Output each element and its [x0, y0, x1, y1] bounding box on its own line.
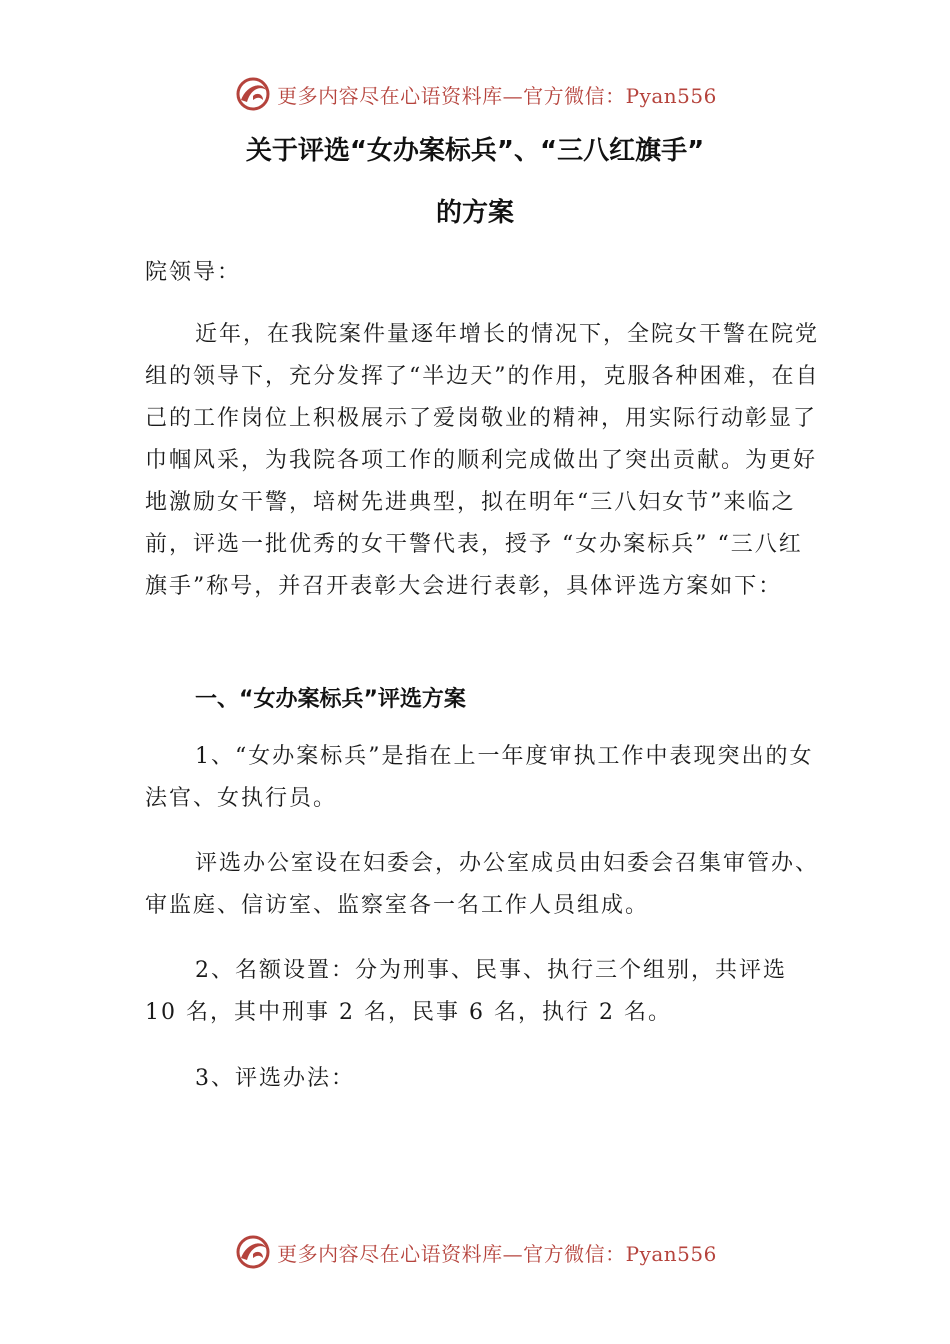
header-banner — [0, 74, 950, 114]
footer-banner — [0, 1232, 950, 1272]
office-paragraph: 评选办公室设在妇委会，办公室成员由妇委会召集审管办、审监庭、信访室、监察室各一名工作人员组成。 — [145, 851, 820, 918]
item-2-paragraph: 2、名额设置：分为刑事、民事、执行三个组别，共评选 10 名，其中刑事 2 名，民事 6 名，执行 2 名。 — [145, 958, 787, 1025]
section-heading: 一、“女办案标兵”评选方案 — [195, 687, 466, 712]
item-1-paragraph: 1、“女办案标兵”是指在上一年度审执工作中表现突出的女法官、女执行员。 — [145, 744, 814, 811]
banner-text: 更多内容尽在心语资料库—官方微信：Pyan556 — [277, 1241, 717, 1266]
item-3-paragraph: 3、评选办法： — [195, 1066, 355, 1091]
red-swirl-logo-icon — [233, 1232, 273, 1272]
document-title-line2: 的方案 — [435, 198, 514, 228]
banner-text: 更多内容尽在心语资料库—官方微信：Pyan556 — [277, 83, 717, 108]
intro-paragraph: 近年，在我院案件量逐年增长的情况下，全院女干警在院党组的领导下，充分发挥了“半边天”的作用，克服各种困难，在自己的工作岗位上积极展示了爱岗敬业的精神，用实际行动彰显了巾帼风采，为我院各项工作的顺利完成做出了突出贡献。为更好地激励女干警，培树先进典型，拟在明年“三八妇女节”来临之前，评选一批优秀的女干警代表，授予 “女办案标兵” “三八红旗手”称号，并召开表彰大会进行表彰，具体评选方案如下： — [145, 322, 820, 599]
red-swirl-logo-icon — [233, 74, 273, 114]
document-title: 关于评选“女办案标兵”、“三八红旗手” — [245, 136, 705, 166]
salutation: 院领导： — [145, 260, 242, 285]
